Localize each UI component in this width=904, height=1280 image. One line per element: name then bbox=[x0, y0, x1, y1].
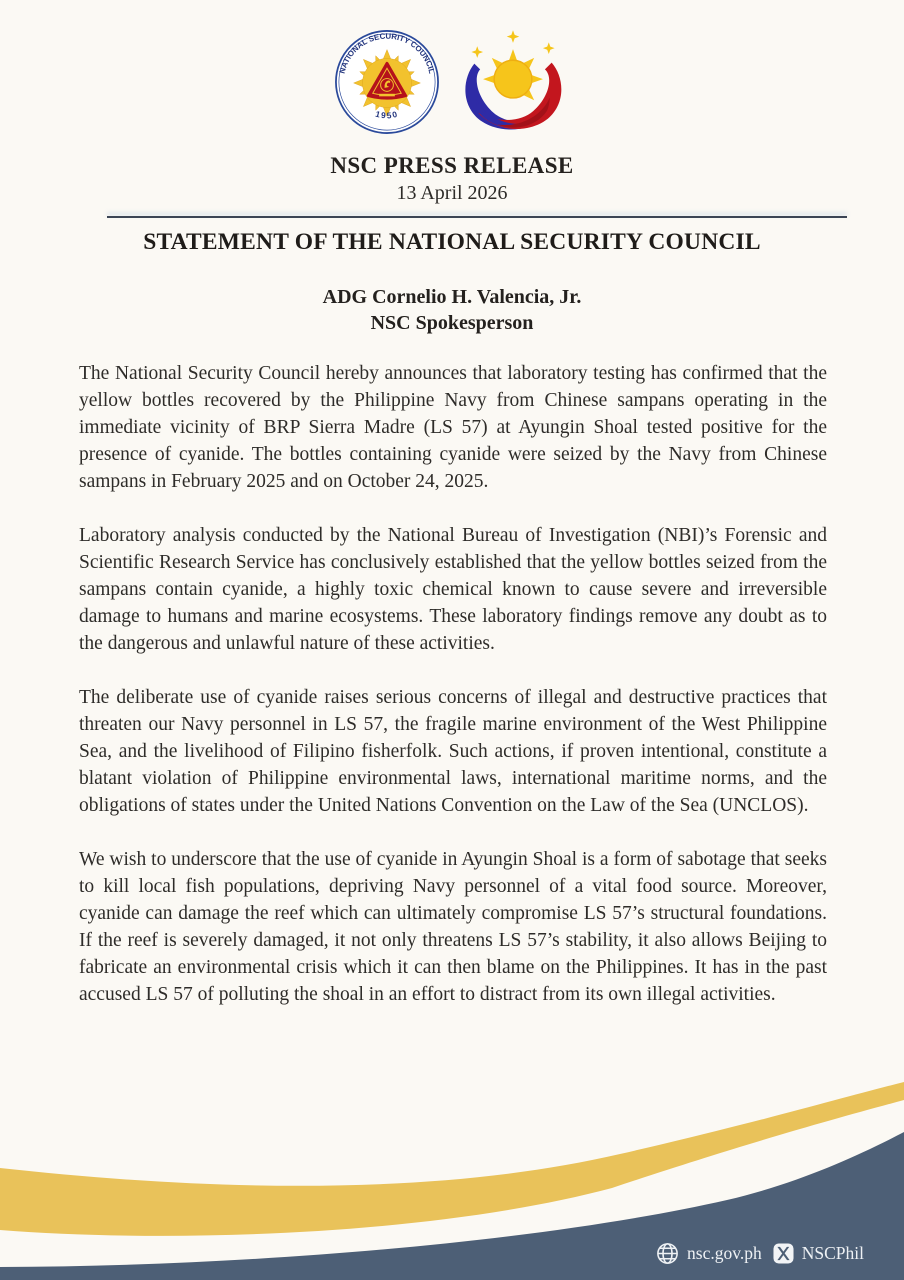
seal-sunburst bbox=[354, 50, 421, 117]
press-release-title: NSC PRESS RELEASE bbox=[330, 153, 574, 178]
globe-icon bbox=[656, 1242, 679, 1265]
paragraph: We wish to underscore that the use of cyanide in Ayungin Shoal is a form of sabotage that seeks to kill local fish populations, depriving Navy personnel of a vital food source. Moreover, cyanide can damage the reef which can ultimately compromise LS 57’s structural foundations. If the reef is severely damaged, it not only threatens LS 57’s stability, it also allows Beijing to fabricate an environmental crisis which it can then blame on the Philippines. It has in the past accused LS 57 of polluting the shoal in an effort to distract from its own illegal activities. bbox=[79, 849, 827, 1005]
author-block bbox=[0, 284, 904, 336]
logo-sun bbox=[483, 49, 543, 104]
paragraph: The National Security Council hereby announces that laboratory testing has confirmed that the yellow bottles recovered by the Philippine Navy from Chinese sampans operating in the immediate vicinity of BRP Sierra Madre (LS 57) at Ayungin Shoal tested positive for the presence of cyanide. The bottles containing cyanide were seized by the Navy from Chinese sampans in February 2025 and on October 24, 2025. bbox=[79, 363, 827, 492]
social-group bbox=[773, 1243, 864, 1264]
bagong-pilipinas-logo bbox=[455, 24, 571, 140]
seal-ring-text: NATIONAL SECURITY COUNCIL bbox=[337, 31, 437, 75]
header-logos bbox=[0, 24, 904, 140]
statement-title: STATEMENT OF THE NATIONAL SECURITY COUNCIL bbox=[143, 229, 761, 255]
paragraph: The deliberate use of cyanide raises serious concerns of illegal and destructive practices that threaten our Navy personnel in LS 57, the fragile marine environment of the West Philippine Sea, and the livelihood of Filipino fisherfolk. Such actions, if proven intentional, constitute a blatant violation of Philippine environmental laws, international maritime norms, and the obligations of states under the United Nations Convention on the Law of the Sea (UNCLOS). bbox=[79, 687, 827, 816]
x-logo-icon bbox=[773, 1243, 794, 1264]
statement-body bbox=[79, 360, 827, 1035]
paragraph: Laboratory analysis conducted by the National Bureau of Investigation (NBI)’s Forensic and Scientific Research Service has conclusively established that the yellow bottles seized from the sampans contain cyanide, a highly toxic chemical known to cause severe and irreversible damage to humans and marine ecosystems. These laboratory findings remove any doubt as to the dangerous and unlawful nature of these activities. bbox=[79, 525, 827, 654]
footer-social-handle: NSCPhil bbox=[801, 1243, 864, 1263]
author-name: ADG Cornelio H. Valencia, Jr. bbox=[322, 286, 582, 308]
footer-website: nsc.gov.ph bbox=[687, 1243, 762, 1263]
footer-links bbox=[656, 1242, 864, 1265]
press-release-date: 13 April 2026 bbox=[396, 182, 508, 204]
nsc-seal-logo bbox=[333, 28, 441, 136]
author-title: NSC Spokesperson bbox=[370, 312, 534, 334]
seal-year-text: 1950 bbox=[374, 108, 400, 121]
header-divider bbox=[107, 216, 847, 218]
website-group bbox=[656, 1242, 762, 1265]
